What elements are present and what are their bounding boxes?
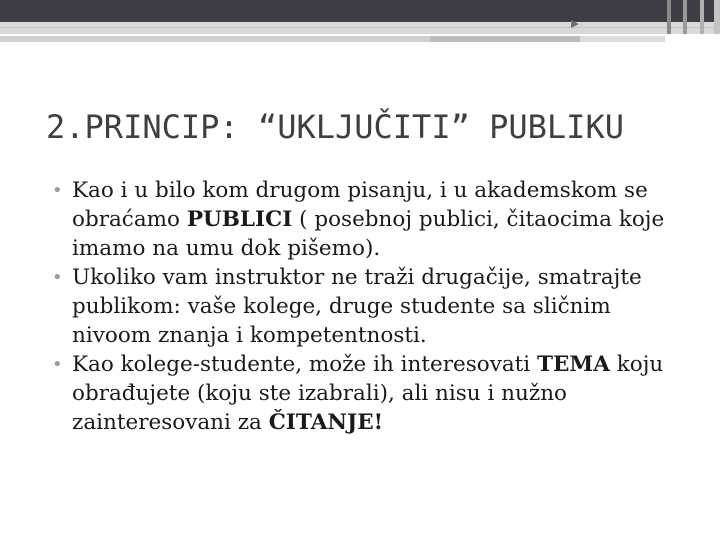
bullet-item bbox=[52, 176, 692, 263]
bullet-text: koju obrađujete (koju ste izabrali), ali nisu i nužno zainteresovani za bbox=[72, 352, 664, 435]
header-vertical-rule bbox=[700, 0, 704, 34]
header-band-dark bbox=[0, 0, 720, 22]
bullet-icon: • bbox=[52, 354, 63, 375]
bullet-text: Ukoliko vam instruktor ne traži drugačije, smatrajte publikom: vaše kolege, druge studente sa sličnim nivoom znanja i kompetentnosti. bbox=[72, 265, 642, 348]
bullet-icon: • bbox=[52, 267, 63, 288]
bullet-list bbox=[52, 176, 692, 437]
header-vertical-rule bbox=[667, 0, 671, 34]
bullet-icon: • bbox=[52, 180, 63, 201]
header-accent-bar bbox=[580, 36, 665, 42]
slide-title: 2.PRINCIP: “UKLJUČITI” PUBLIKU bbox=[46, 108, 624, 146]
header-notch-arrow bbox=[571, 20, 579, 28]
header-thin-line bbox=[0, 27, 720, 28]
header-band-light bbox=[0, 22, 720, 34]
bullet-text: ( posebnoj publici, čitaocima koje imamo na umu dok pišemo). bbox=[72, 207, 665, 261]
bullet-emphasis: TEMA bbox=[537, 352, 610, 377]
bullet-item bbox=[52, 263, 692, 350]
header-accent-bar bbox=[0, 36, 430, 42]
bullet-text: Kao kolege-studente, može ih interesovati bbox=[72, 352, 538, 377]
header-vertical-rule bbox=[714, 0, 720, 34]
header-accent-bar bbox=[430, 36, 580, 42]
header-vertical-rule bbox=[683, 0, 687, 34]
bullet-emphasis: PUBLICI bbox=[186, 207, 293, 232]
bullet-item bbox=[52, 350, 692, 437]
bullet-text: Kao i u bilo kom drugom pisanju, i u akademskom se obraćamo bbox=[72, 178, 648, 232]
bullet-emphasis: ČITANJE! bbox=[268, 410, 384, 435]
